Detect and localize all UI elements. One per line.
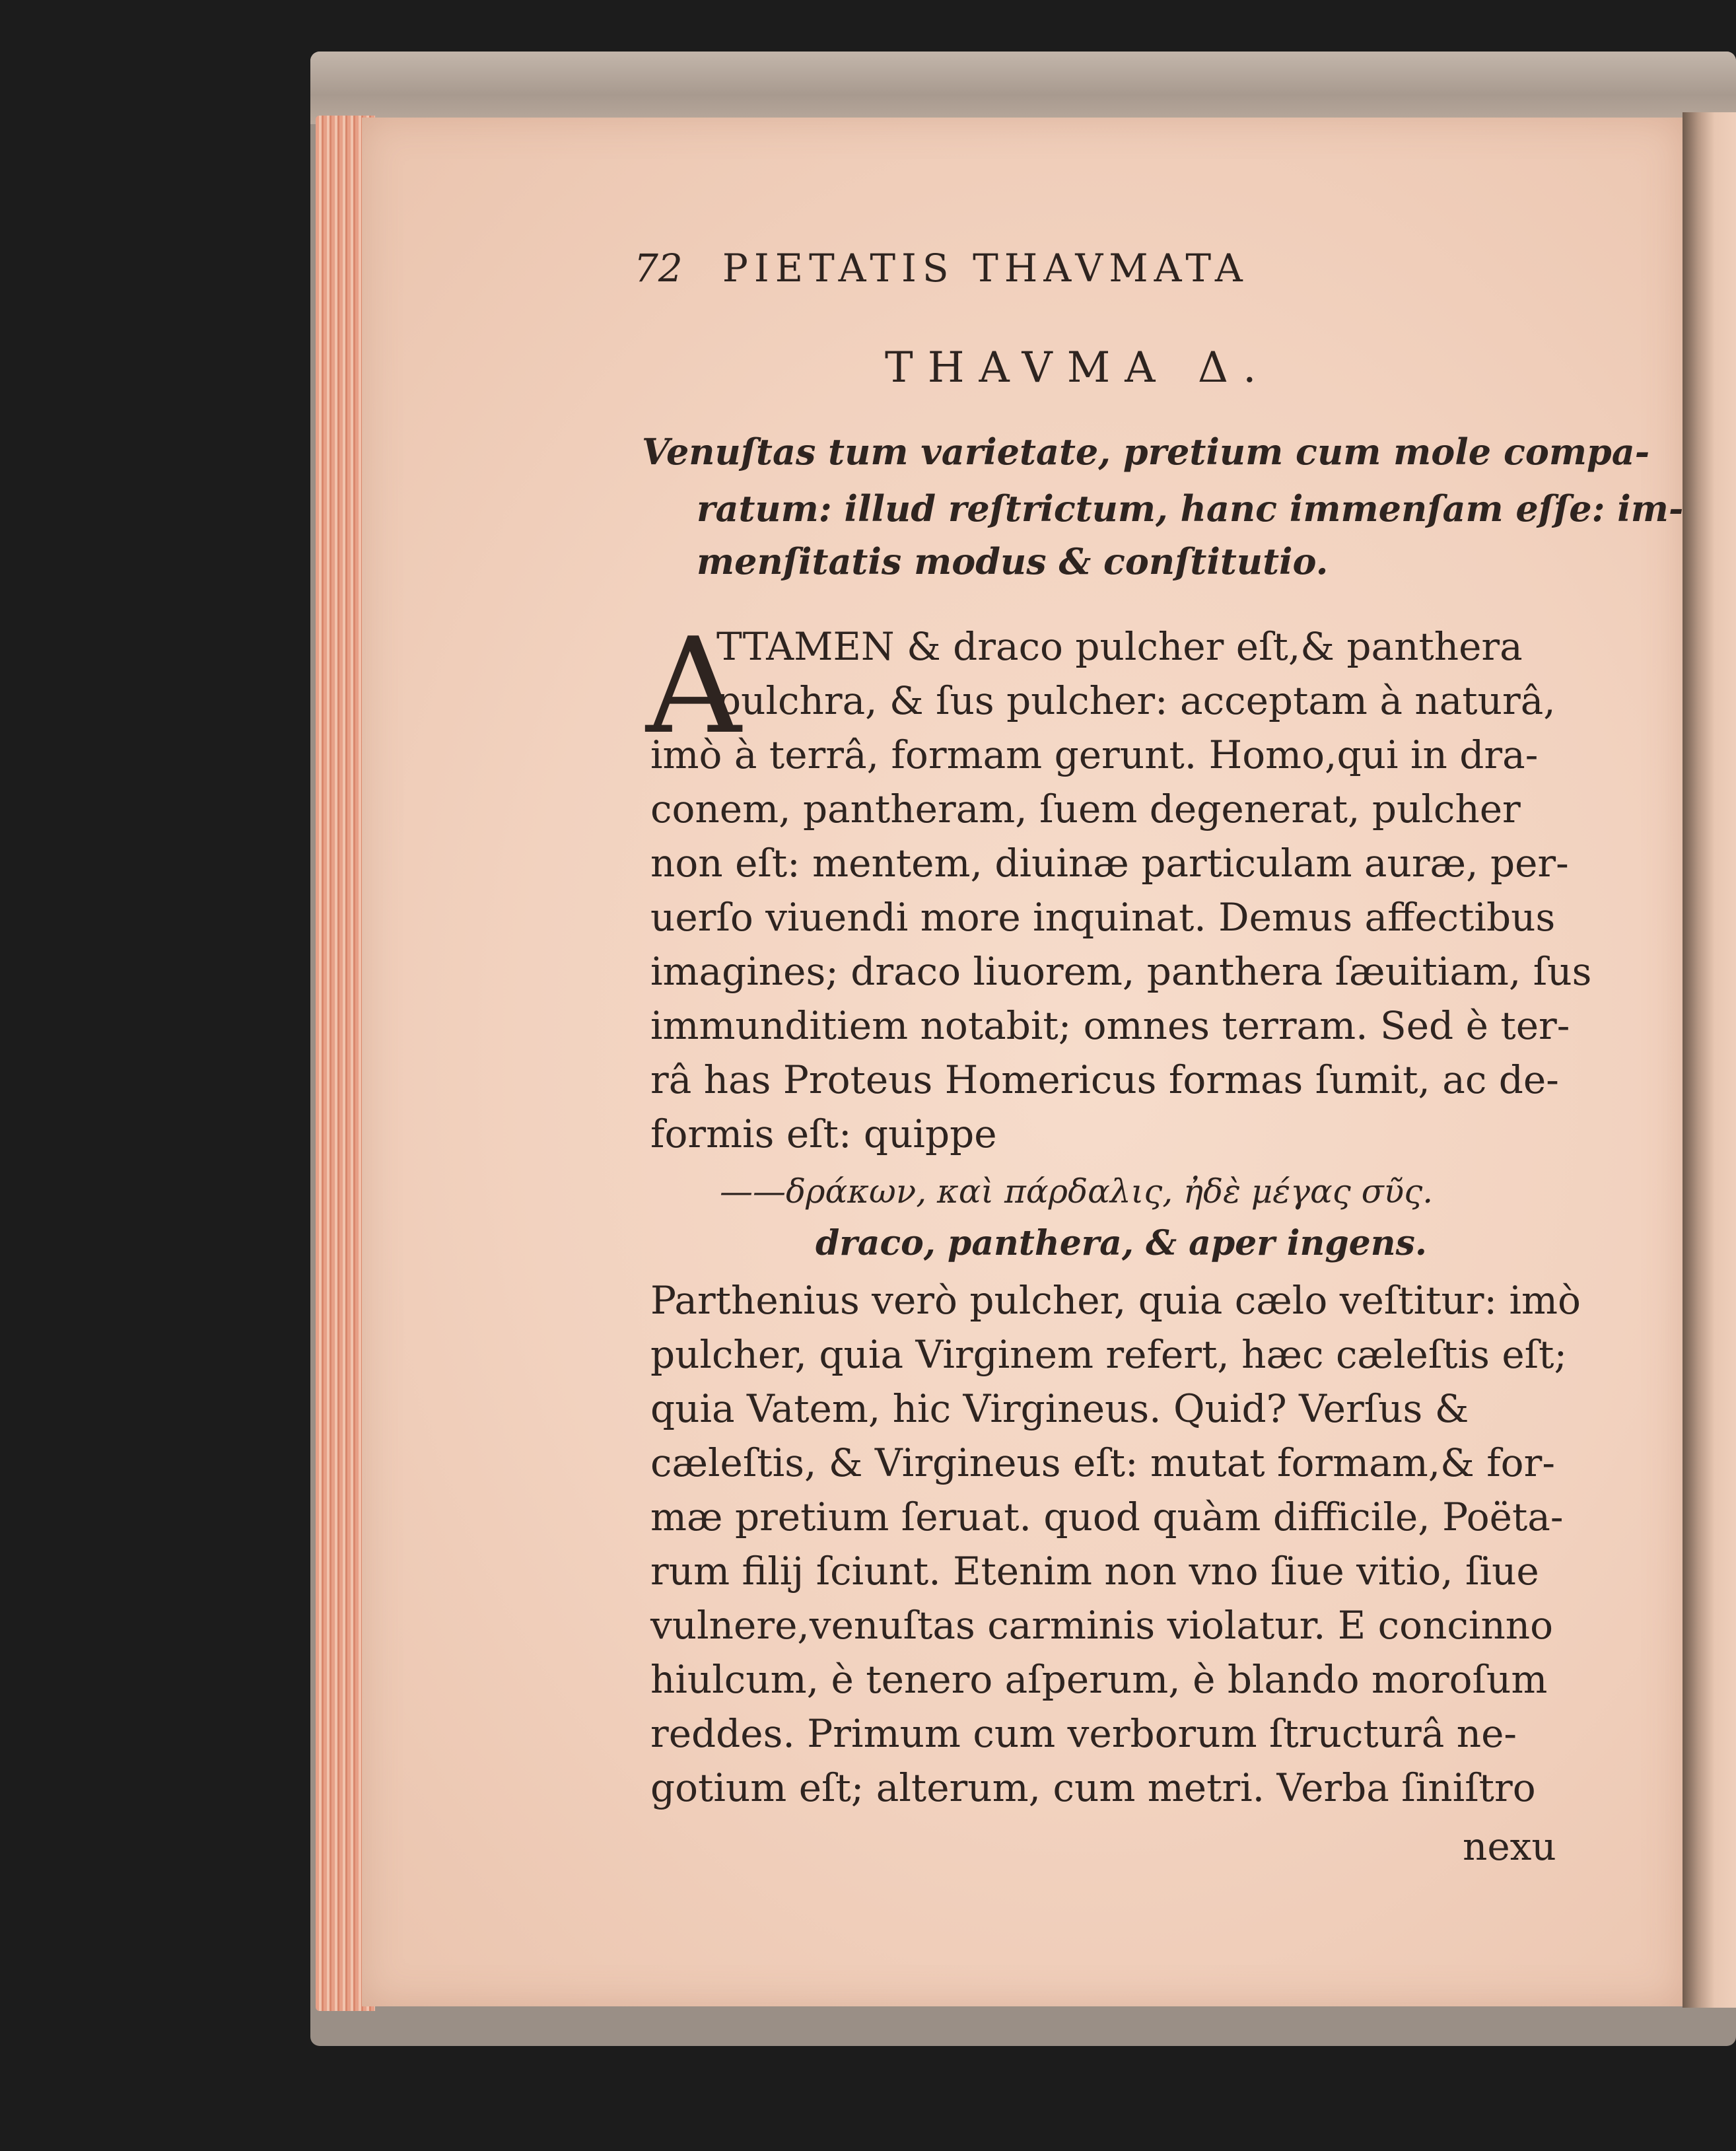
body-line: imò à terrâ, formam gerunt. Homo,qui in dra- <box>650 732 1539 777</box>
latin-translation: draco, panthera, & aper ingens. <box>816 1223 1427 1263</box>
greek-quotation: ——δράκων, καὶ πάρδαλις, ἠδὲ μέγας σῦς. <box>720 1172 1434 1211</box>
body-line: râ has Proteus Homericus formas ſumit, ac de- <box>650 1057 1559 1102</box>
body-line: Parthenius verò pulcher, quia cælo veſtitur: imò <box>650 1278 1581 1323</box>
summary-line: Venuſtas tum varietate, pretium cum mole compa- <box>642 431 1650 473</box>
running-head <box>634 246 1249 291</box>
body-line: rum filij ſciunt. Etenim non vno ſiue vitio, ſiue <box>650 1549 1539 1594</box>
body-line: cæleſtis, & Virgineus eſt: mutat formam,& for- <box>650 1440 1555 1485</box>
book-cover-top-edge <box>310 52 1736 124</box>
page-number: 72 <box>634 246 683 291</box>
body-line: TTAMEN & draco pulcher eſt,& panthera <box>716 624 1523 669</box>
page-gutter <box>1683 112 1736 2008</box>
body-line: non eſt: mentem, diuinæ particulam auræ, per- <box>650 841 1569 886</box>
body-line: conem, pantheram, ſuem degenerat, pulcher <box>650 787 1521 831</box>
drop-capital: A <box>646 610 742 763</box>
body-line: gotium eſt; alterum, cum metri. Verba ſiniſtro <box>650 1765 1536 1810</box>
body-line: imagines; draco liuorem, panthera ſæuitiam, ſus <box>650 949 1592 994</box>
body-line: reddes. Primum cum verborum ſtructurâ ne- <box>650 1711 1517 1756</box>
body-line: quia Vatem, hic Virgineus. Quid? Verſus & <box>650 1386 1469 1431</box>
summary-line: ratum: illud reſtrictum, hanc immenſam eſſe: im- <box>697 487 1684 530</box>
body-line: hiulcum, è tenero aſperum, è blando moroſum <box>650 1657 1548 1702</box>
body-line: formis eſt: quippe <box>650 1111 997 1156</box>
body-line: vulnere,venuſtas carminis violatur. E concinno <box>650 1603 1554 1648</box>
body-line: pulchra, & ſus pulcher: acceptam à naturâ, <box>716 678 1556 723</box>
running-title: PIETATIS THAVMATA <box>722 246 1249 291</box>
chapter-heading: THAVMA Δ. <box>885 343 1271 392</box>
body-line: mæ pretium ſeruat. quod quàm difficile, Poëta- <box>650 1495 1564 1539</box>
summary-line: menſitatis modus & conſtitutio. <box>697 540 1329 582</box>
catchword: nexu <box>1463 1824 1556 1869</box>
body-line: pulcher, quia Virginem refert, hæc cæleſtis eſt; <box>650 1332 1567 1377</box>
body-line: immunditiem notabit; omnes terram. Sed è ter- <box>650 1003 1570 1048</box>
body-line: uerſo viuendi more inquinat. Demus affectibus <box>650 895 1556 940</box>
